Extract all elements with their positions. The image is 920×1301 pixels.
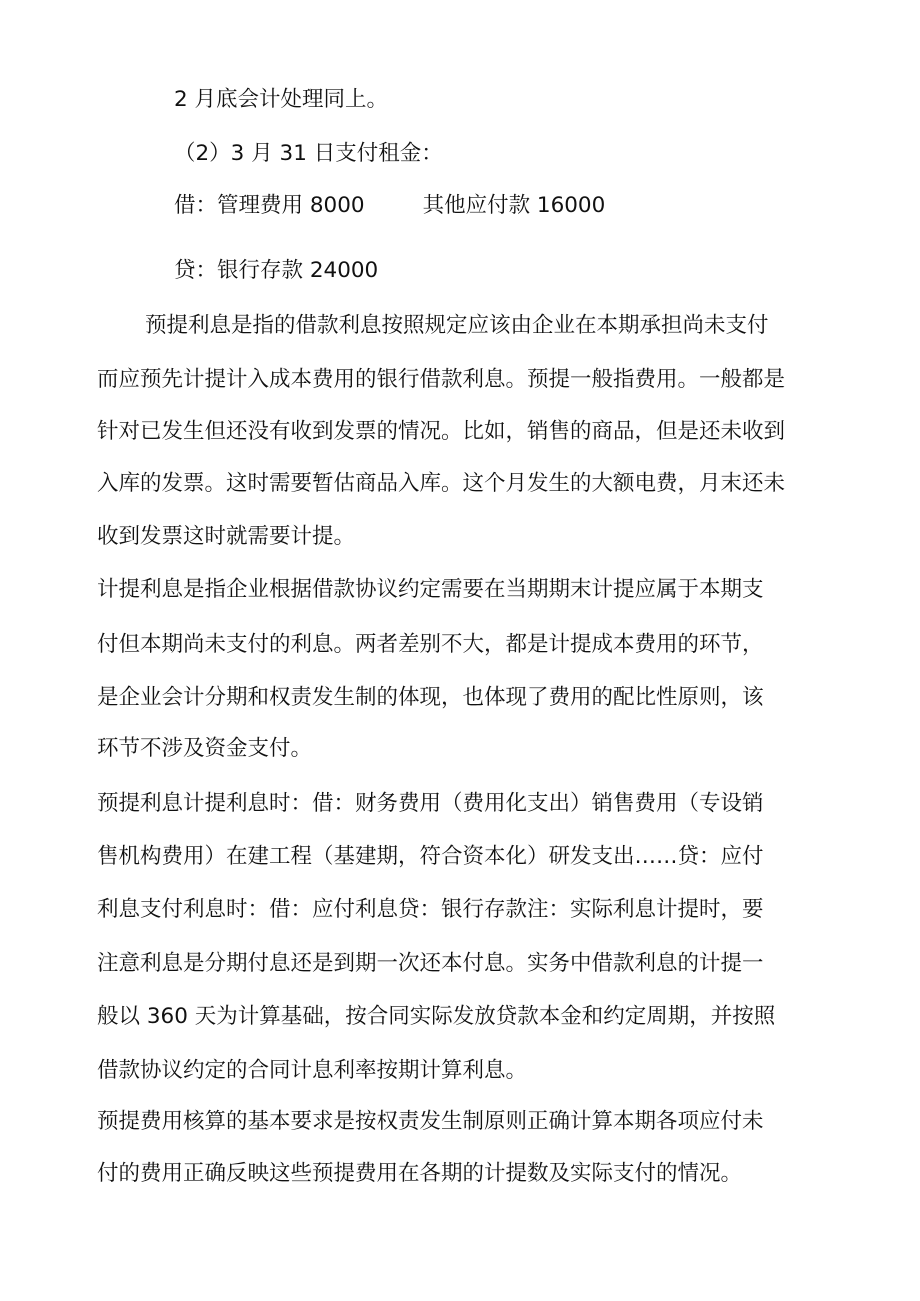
paragraph-3-line-4: 注意利息是分期付息还是到期一次还本付息。实务中借款利息的计提一 [97, 951, 764, 976]
paragraph-1-line-4: 入库的发票。这时需要暂估商品入库。这个月发生的大额电费，月末还未 [97, 471, 786, 496]
entry-feb-note: 2 月底会计处理同上。 [174, 87, 389, 112]
paragraph-2-line-2: 付但本期尚未支付的利息。两者差别不大，都是计提成本费用的环节， [97, 632, 764, 657]
paragraph-4-line-2: 付的费用正确反映这些预提费用在各期的计提数及实际支付的情况。 [97, 1161, 743, 1186]
paragraph-2-line-4: 环节不涉及资金支付。 [97, 736, 313, 761]
paragraph-1-line-2: 而应预先计提计入成本费用的银行借款利息。预提一般指费用。一般都是 [97, 367, 786, 392]
entry-credit-line: 贷：银行存款 24000 [174, 258, 379, 283]
paragraph-3-line-3: 利息支付利息时：借：应付利息贷：银行存款注：实际利息计提时，要 [97, 897, 764, 922]
paragraph-1-line-5: 收到发票这时就需要计提。 [97, 524, 356, 549]
paragraph-1-line-1: 预提利息是指的借款利息按照规定应该由企业在本期承担尚未支付 [145, 313, 769, 338]
paragraph-2-line-1: 计提利息是指企业根据借款协议约定需要在当期期末计提应属于本期支 [97, 577, 764, 602]
entry-debit-other: 其他应付款 16000 [422, 193, 606, 218]
paragraph-3-line-6: 借款协议约定的合同计息利率按期计算利息。 [97, 1058, 528, 1083]
paragraph-4-line-1: 预提费用核算的基本要求是按权责发生制原则正确计算本期各项应付未 [97, 1109, 764, 1134]
paragraph-3-line-5: 般以 360 天为计算基础，按合同实际发放贷款本金和约定周期，并按照 [97, 1004, 776, 1029]
paragraph-3-line-1: 预提利息计提利息时：借：财务费用（费用化支出）销售费用（专设销 [97, 791, 764, 816]
paragraph-3-line-2: 售机构费用）在建工程（基建期，符合资本化）研发支出……贷：应付 [97, 844, 764, 869]
paragraph-2-line-3: 是企业会计分期和权责发生制的体现，也体现了费用的配比性原则，该 [97, 685, 764, 710]
entry-debit-label: 借：管理费用 8000 [174, 193, 365, 218]
entry-mar-title: （2）3 月 31 日支付租金： [174, 141, 443, 166]
paragraph-1-line-3: 针对已发生但还没有收到发票的情况。比如，销售的商品，但是还未收到 [97, 419, 786, 444]
entry-debit-line [174, 192, 605, 220]
